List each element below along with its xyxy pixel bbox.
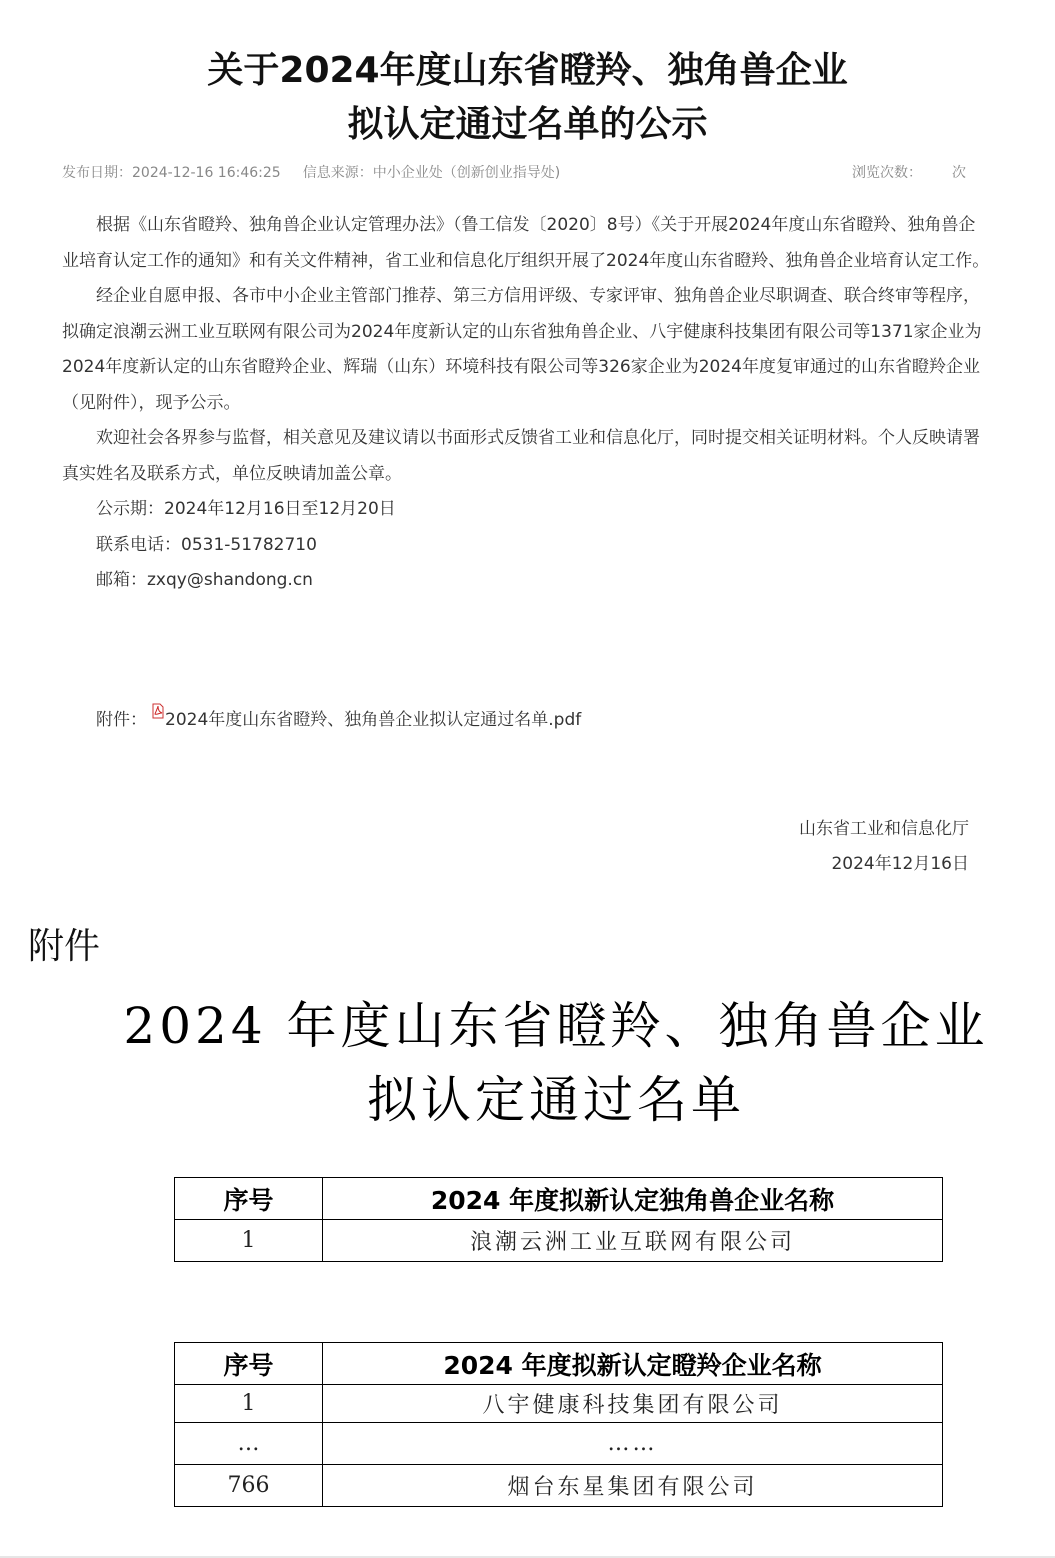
header-index: 序号 (175, 1343, 323, 1385)
publish-date: 2024-12-16 16:46:25 (132, 165, 281, 181)
appendix-title-line1: 2024 年度山东省瞪羚、独角兽企业 (123, 997, 989, 1055)
paragraph-3: 欢迎社会各界参与监督，相关意见及建议请以书面形式反馈省工业和信息化厅，同时提交相关证明材料。个人反映请署真实姓名及联系方式，单位反映请加盖公章。 (62, 428, 980, 484)
row-company: …… (323, 1423, 943, 1465)
page-title-line1: 关于2024年度山东省瞪羚、独角兽企业 (207, 50, 848, 91)
article-body (62, 208, 992, 599)
appendix-heading: 附件 (28, 926, 101, 967)
pdf-file-icon (151, 699, 165, 715)
attachment-link[interactable]: 2024年度山东省瞪羚、独角兽企业拟认定通过名单.pdf (165, 710, 582, 730)
row-index: 1 (175, 1385, 323, 1423)
row-company: 八宇健康科技集团有限公司 (323, 1385, 943, 1423)
appendix-title-line2: 拟认定通过名单 (367, 1071, 745, 1129)
header-index: 序号 (175, 1178, 323, 1220)
row-index: 1 (175, 1220, 323, 1262)
unicorn-table (174, 1177, 943, 1262)
row-company: 烟台东星集团有限公司 (323, 1465, 943, 1507)
signature-date: 2024年12月16日 (831, 854, 969, 874)
paragraph-2: 经企业自愿申报、各市中小企业主管部门推荐、第三方信用评级、专家评审、独角兽企业尽职调查、联合终审等程序，拟确定浪潮云洲工业互联网有限公司为2024年度新认定的山东省独角兽企业、八宇健康科技集团有限公司等1371家企业为2024年度新认定的山东省瞪羚企业、辉瑞（山东）环境科技有限公司等326家企业为2024年度复审通过的山东省瞪羚企业（见附件），现予公示。 (62, 286, 982, 413)
row-index: … (175, 1423, 323, 1465)
source-value: 中小企业处（创新创业指导处) (372, 165, 561, 181)
attachment-label: 附件： (96, 710, 147, 730)
paragraph-1: 根据《山东省瞪羚、独角兽企业认定管理办法》（鲁工信发〔2020〕8号）《关于开展2024年度山东省瞪羚、独角兽企业培育认定工作的通知》和有关文件精神，省工业和信息化厅组织开展了2024年度山东省瞪羚、独角兽企业培育认定工作。 (62, 215, 990, 271)
source-label: 信息来源： (302, 165, 373, 181)
table-row (175, 1423, 943, 1465)
table-header-row (175, 1343, 943, 1385)
article-meta (62, 162, 560, 182)
publicity-period: 公示期：2024年12月16日至12月20日 (96, 499, 396, 519)
header-company: 2024 年度拟新认定独角兽企业名称 (323, 1178, 943, 1220)
table-row (175, 1465, 943, 1507)
contact-email: 邮箱：zxqy@shandong.cn (96, 570, 313, 590)
signature-org: 山东省工业和信息化厅 (799, 819, 969, 839)
contact-phone: 联系电话：0531-51782710 (96, 534, 317, 555)
row-company: 浪潮云洲工业互联网有限公司 (323, 1220, 943, 1262)
page-title-line2: 拟认定通过名单的公示 (347, 104, 708, 145)
views-label: 浏览次数： (852, 165, 922, 181)
table-row (175, 1385, 943, 1423)
header-company: 2024 年度拟新认定瞪羚企业名称 (323, 1343, 943, 1385)
attachment-line (96, 705, 581, 735)
view-count (852, 162, 966, 182)
table-header-row (175, 1178, 943, 1220)
row-index: 766 (175, 1465, 323, 1507)
table-row (175, 1220, 943, 1262)
gazelle-table (174, 1342, 943, 1507)
views-unit: 次 (952, 165, 966, 181)
publish-date-label: 发布日期： (62, 165, 132, 181)
